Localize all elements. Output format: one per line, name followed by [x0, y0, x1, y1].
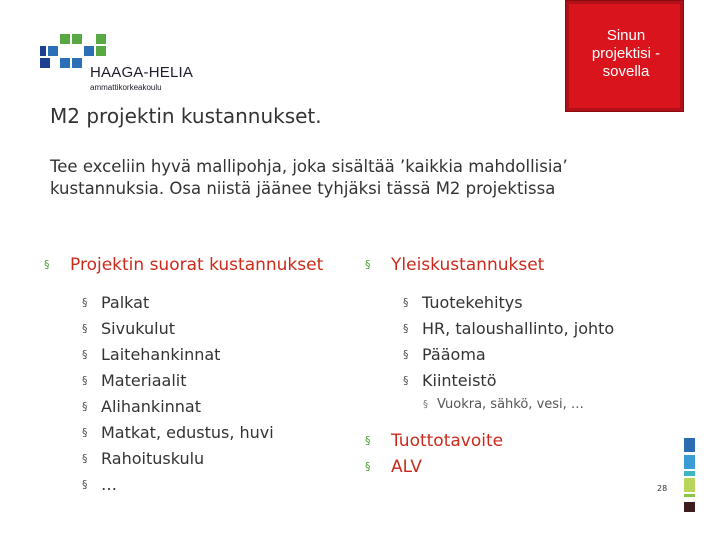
bullet-icon: §: [403, 348, 409, 361]
section-heading: [365, 454, 685, 480]
list-item: [44, 420, 344, 446]
intro-text: Tee exceliin hyvä mallipohja, joka sisältää ’kaikkia mahdollisia’ kustannuksia. Osa niistä jäänee tyhjäksi tässä M2 projektissa: [50, 157, 568, 198]
list-item-label: Laitehankinnat: [101, 345, 221, 364]
bullet-icon: §: [403, 296, 409, 309]
list-item: [365, 316, 685, 342]
section-heading: [365, 428, 685, 454]
page-number: 28: [657, 484, 668, 493]
bullet-icon: §: [82, 400, 88, 413]
logo-name: HAAGA-HELIA: [90, 64, 194, 81]
sub-list-item: [365, 394, 685, 416]
bullet-icon: §: [403, 374, 409, 387]
logo-square: [72, 34, 82, 44]
logo-square: [72, 58, 82, 68]
bullet-icon: §: [365, 460, 371, 473]
overhead-costs-column: [365, 252, 685, 480]
list-item-label: Materiaalit: [101, 371, 187, 390]
sub-list-item-label: Vuokra, sähkö, vesi, …: [437, 397, 584, 412]
list-item: [44, 368, 344, 394]
slide-title: M2 projektin kustannukset.: [50, 104, 322, 128]
logo-square: [96, 46, 106, 56]
direct-costs-column: [44, 252, 344, 498]
overhead-costs-list: [365, 290, 685, 416]
bullet-icon: §: [82, 322, 88, 335]
logo-square: [84, 46, 94, 56]
color-stripe: [684, 438, 695, 452]
direct-costs-list: [44, 290, 344, 498]
other-headings: [365, 428, 685, 480]
logo-square: [40, 46, 46, 56]
bullet-icon: §: [403, 322, 409, 335]
list-item-label: Sivukulut: [101, 319, 175, 338]
bullet-icon: §: [82, 296, 88, 309]
list-item-label: HR, taloushallinto, johto: [422, 319, 615, 338]
bullet-icon: §: [82, 478, 88, 491]
list-item: [44, 316, 344, 342]
list-item: [365, 342, 685, 368]
logo-subtitle: ammattikorkeakoulu: [90, 83, 162, 92]
list-item: [44, 394, 344, 420]
bullet-icon: §: [82, 374, 88, 387]
list-item: [365, 368, 685, 394]
logo-square: [48, 46, 58, 56]
section-heading-label: Tuottotavoite: [391, 431, 504, 451]
color-stripe: [684, 478, 695, 492]
bullet-icon: §: [365, 434, 371, 447]
list-item-label: Kiinteistö: [422, 371, 497, 390]
logo-square: [60, 34, 70, 44]
heading-label: Projektin suorat kustannukset: [70, 255, 324, 275]
color-stripe: [684, 494, 695, 497]
bullet-icon: §: [82, 348, 88, 361]
list-item-label: Matkat, edustus, huvi: [101, 423, 274, 442]
haaga-helia-logo: [38, 30, 208, 100]
bullet-icon: §: [423, 399, 428, 410]
bullet-icon: §: [82, 452, 88, 465]
list-item: [44, 290, 344, 316]
badge-text: Sinun projektisi - sovella: [591, 27, 661, 80]
project-badge: [565, 0, 684, 112]
color-stripe: [684, 455, 695, 469]
bullet-icon: §: [44, 258, 50, 271]
list-item-label: Alihankinnat: [101, 397, 201, 416]
heading-label: Yleiskustannukset: [391, 255, 545, 275]
list-item-label: Rahoituskulu: [101, 449, 205, 468]
section-heading-label: ALV: [391, 457, 422, 477]
list-item-label: …: [101, 475, 117, 494]
list-item: [44, 342, 344, 368]
bullet-icon: §: [365, 258, 371, 271]
bullet-icon: §: [82, 426, 88, 439]
logo-square: [60, 58, 70, 68]
list-item: [365, 290, 685, 316]
list-item: [44, 446, 344, 472]
color-stripe: [684, 502, 695, 512]
list-item-label: Palkat: [101, 293, 150, 312]
overhead-costs-heading: [365, 252, 685, 278]
list-item: [44, 472, 344, 498]
logo-square: [40, 58, 50, 68]
logo-square: [96, 34, 106, 44]
list-item-label: Tuotekehitys: [422, 293, 523, 312]
list-item-label: Pääoma: [422, 345, 486, 364]
color-stripe: [684, 471, 695, 476]
direct-costs-heading: [44, 252, 344, 278]
